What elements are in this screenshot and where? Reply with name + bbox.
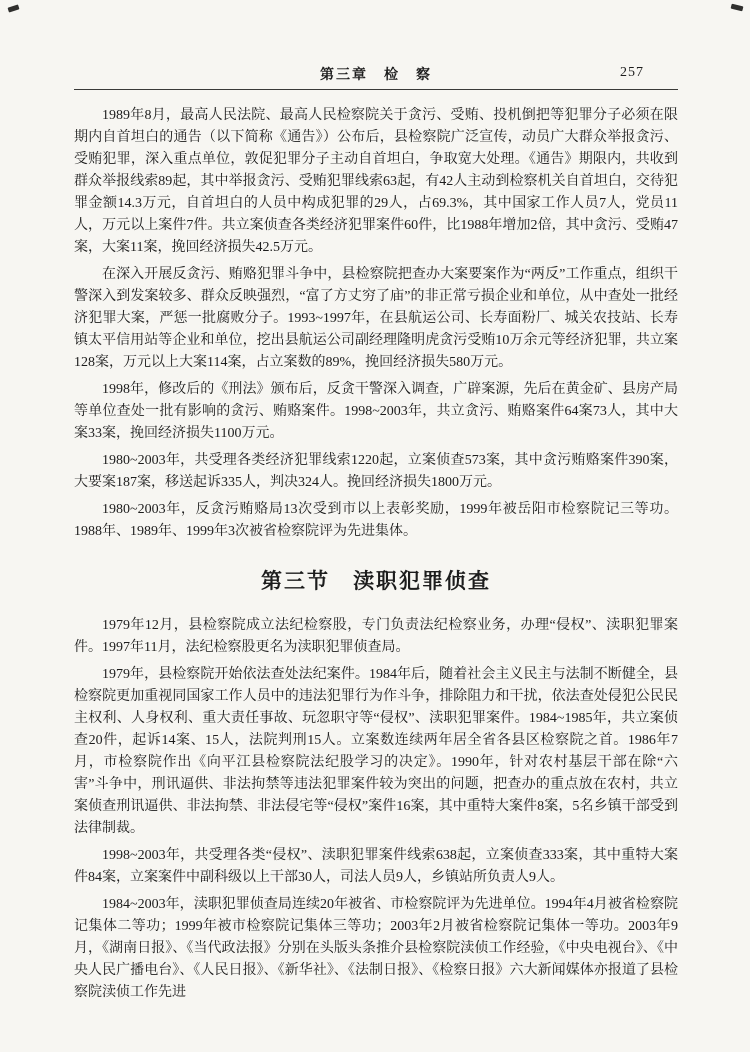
page-body — [74, 105, 678, 1004]
paragraph-1: 1989年8月，最高人民法院、最高人民检察院关于贪污、受贿、投机倒把等犯罪分子必须在限期内自首坦白的通告（以下简称《通告》）公布后，县检察院广泛宣传，动员广大群众举报贪污、受贿犯罪，深入重点单位，敦促犯罪分子主动自首坦白，争取宽大处理。《通告》期限内，共收到群众举报线索89起，其中举报贪污、受贿犯罪线索63起，有42人主动到检察机关自首坦白，交待犯罪金额14.3万元，自首坦白的人员中构成犯罪的29人，占69.3%，其中国家工作人员7人，党员11人，万元以上案件7件。共立案侦查各类经济犯罪案件60件，比1988年增加2倍，其中贪污、受贿47案，大案11案，挽回经济损失42.5万元。 — [74, 108, 678, 255]
page-header — [74, 64, 678, 86]
header-rule — [74, 89, 678, 90]
scan-artifact-top-left — [7, 4, 19, 12]
paragraph-3: 1998年，修改后的《刑法》颁布后，反贪干警深入调查，广辟案源，先后在黄金矿、县房产局等单位查处一批有影响的贪污、贿赂案件。1998~2003年，共立贪污、贿赂案件64案73人，其中大案33案，挽回经济损失1100万元。 — [74, 382, 678, 441]
section-heading: 第三节 渎职犯罪侦查 — [261, 569, 491, 593]
paragraph-9: 1984~2003年，渎职犯罪侦查局连续20年被省、市检察院评为先进单位。1994年4月被省检察院记集体二等功；1999年被市检察院记集体三等功；2003年2月被省检察院记集体一等功。2003年9月，《湖南日报》、《当代政法报》分别在头版头条推介县检察院渎侦工作经验，《中央电视台》、《中央人民广播电台》、《人民日报》、《新华社》、《法制日报》、《检察日报》六大新闻媒体亦报道了县检察院渎侦工作先进 — [74, 897, 678, 1000]
paragraph-7: 1979年，县检察院开始依法查处法纪案件。1984年后，随着社会主义民主与法制不断健全，县检察院更加重视同国家工作人员中的违法犯罪行为作斗争，排除阻力和干扰，依法查处侵犯公民民主权利、人身权利、重大责任事故、玩忽职守等“侵权”、渎职犯罪案件。1984~1985年，共立案侦查20件，起诉14案、15人，法院判刑15人。立案数连续两年居全省各县区检察院之首。1986年7月，市检察院作出《向平江县检察院法纪股学习的决定》。1990年，针对农村基层干部在除“六害”斗争中，刑讯逼供、非法拘禁等违法犯罪案件较为突出的问题，把查办的重点放在农村，共立案侦查刑讯逼供、非法拘禁、非法侵宅等“侵权”案件16案，其中重特大案件8案，5名乡镇干部受到法律制裁。 — [74, 667, 678, 836]
page-number: 257 — [620, 65, 644, 80]
paragraph-2: 在深入开展反贪污、贿赂犯罪斗争中，县检察院把查办大案要案作为“两反”工作重点，组织干警深入到发案较多、群众反映强烈，“富了方丈穷了庙”的非正常亏损企业和单位，从中查处一批经济犯罪大案，严惩一批腐败分子。1993~1997年，在县航运公司、长寿面粉厂、城关农技站、长寿镇太平信用站等企业和单位，挖出县航运公司副经理隆明虎贪污受贿10万余元等经济犯罪，共立案128案，万元以上大案114案，占立案数的89%，挽回经济损失580万元。 — [74, 267, 678, 370]
paragraph-8: 1998~2003年，共受理各类“侵权”、渎职犯罪案件线索638起，立案侦查333案，其中重特大案件84案，立案案件中副科级以上干部30人，司法人员9人，乡镇站所负责人9人。 — [74, 848, 678, 885]
running-head-chapter-title: 第三章 检 察 — [320, 68, 432, 83]
paragraph-6: 1979年12月，县检察院成立法纪检察股，专门负责法纪检察业务，办理“侵权”、渎职犯罪案件。1997年11月，法纪检察股更名为渎职犯罪侦查局。 — [74, 618, 678, 655]
scan-artifact-top-right — [731, 4, 744, 12]
paragraph-5: 1980~2003年，反贪污贿赂局13次受到市以上表彰奖励，1999年被岳阳市检察院记三等功。1988年、1989年、1999年3次被省检察院评为先进集体。 — [74, 502, 678, 539]
paragraph-4: 1980~2003年，共受理各类经济犯罪线索1220起，立案侦查573案，其中贪污贿赂案件390案，大要案187案，移送起诉335人，判决324人。挽回经济损失1800万元。 — [74, 453, 678, 490]
